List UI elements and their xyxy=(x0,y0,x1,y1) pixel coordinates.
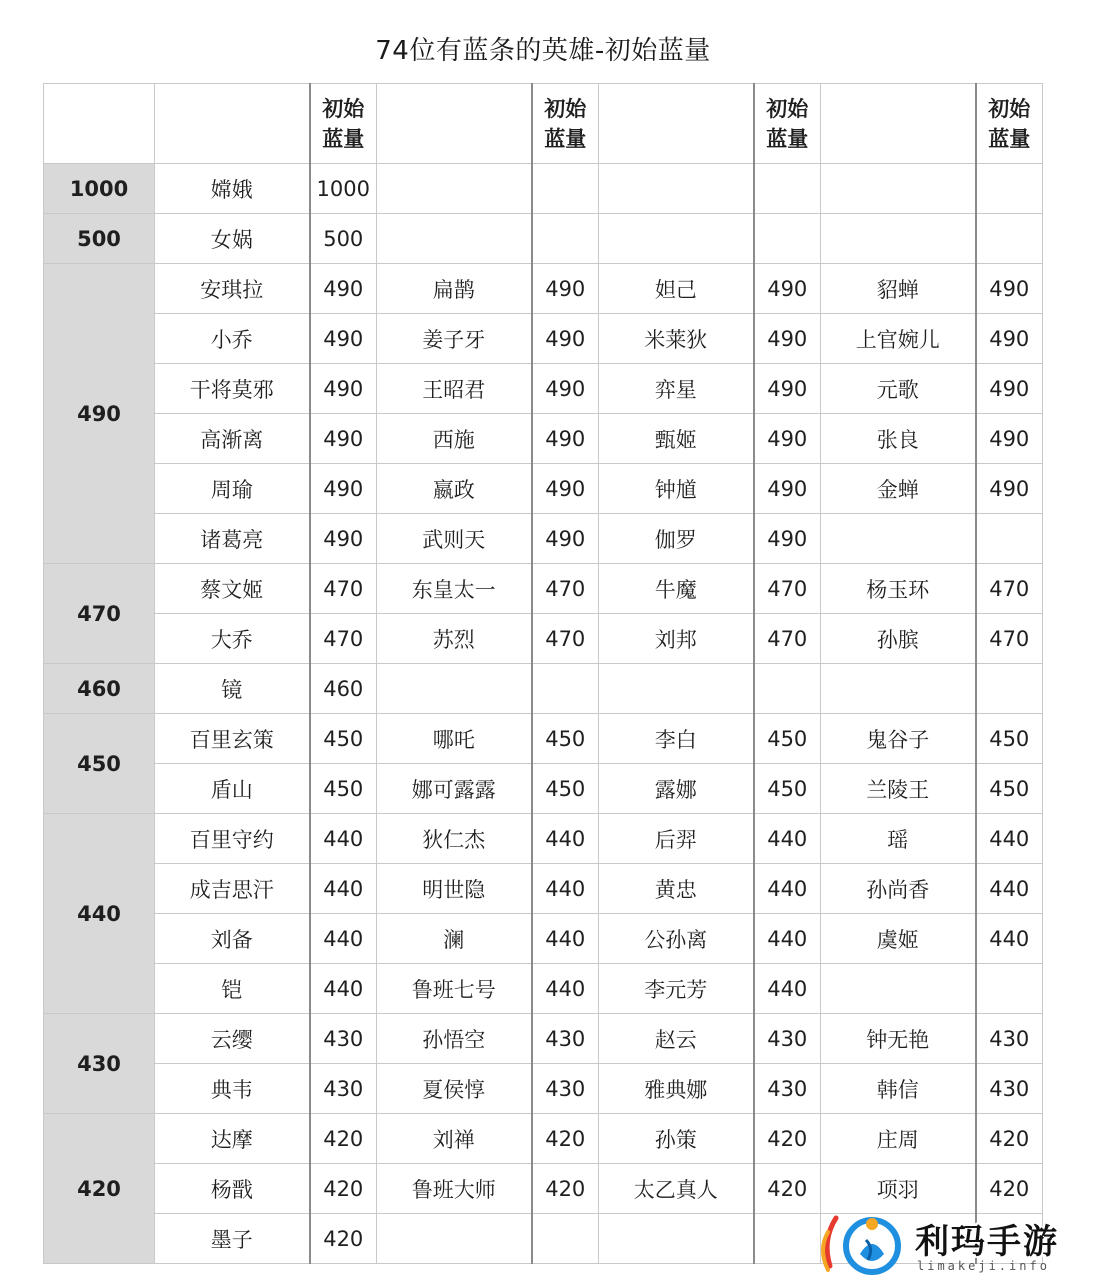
hero-mana: 420 xyxy=(976,1164,1043,1214)
hero-name: 高渐离 xyxy=(155,414,310,464)
hero-mana: 490 xyxy=(532,414,599,464)
header-mana-label xyxy=(532,84,599,164)
hero-name: 虞姬 xyxy=(821,914,976,964)
table-row xyxy=(44,1164,1043,1214)
hero-mana: 430 xyxy=(754,1064,821,1114)
hero-mana: 420 xyxy=(310,1214,377,1264)
table-row xyxy=(44,514,1043,564)
header-mana-label xyxy=(310,84,377,164)
hero-mana: 470 xyxy=(532,564,599,614)
hero-mana: 490 xyxy=(532,264,599,314)
hero-mana: 490 xyxy=(532,314,599,364)
hero-name: 张良 xyxy=(821,414,976,464)
watermark-domain: limakeji.info xyxy=(917,1259,1050,1273)
hero-name: 李元芳 xyxy=(599,964,754,1014)
table-row xyxy=(44,464,1043,514)
hero-name: 云缨 xyxy=(155,1014,310,1064)
hero-name xyxy=(599,164,754,214)
hero-mana: 490 xyxy=(310,464,377,514)
hero-mana: 490 xyxy=(532,464,599,514)
table-row xyxy=(44,814,1043,864)
header-mana-text: 蓝量 xyxy=(766,126,809,151)
hero-name: 兰陵王 xyxy=(821,764,976,814)
hero-mana: 440 xyxy=(532,964,599,1014)
hero-name: 上官婉儿 xyxy=(821,314,976,364)
table-row xyxy=(44,1114,1043,1164)
hero-name: 赵云 xyxy=(599,1014,754,1064)
hero-mana: 490 xyxy=(976,314,1043,364)
hero-name: 墨子 xyxy=(155,1214,310,1264)
hero-mana: 430 xyxy=(532,1064,599,1114)
hero-mana: 490 xyxy=(754,364,821,414)
hero-mana: 440 xyxy=(976,914,1043,964)
hero-name xyxy=(377,1214,532,1264)
hero-mana: 470 xyxy=(976,614,1043,664)
hero-name: 王昭君 xyxy=(377,364,532,414)
hero-mana xyxy=(754,664,821,714)
hero-name: 弈星 xyxy=(599,364,754,414)
hero-mana xyxy=(976,964,1043,1014)
hero-name: 鲁班大师 xyxy=(377,1164,532,1214)
hero-name: 嬴政 xyxy=(377,464,532,514)
hero-mana: 450 xyxy=(532,764,599,814)
header-blank xyxy=(44,84,155,164)
hero-name xyxy=(377,664,532,714)
hero-mana: 450 xyxy=(754,764,821,814)
hero-mana: 430 xyxy=(976,1014,1043,1064)
tier-value: 460 xyxy=(44,664,155,714)
hero-mana: 490 xyxy=(754,514,821,564)
hero-mana: 470 xyxy=(976,564,1043,614)
hero-name xyxy=(821,164,976,214)
header-mana-label xyxy=(976,84,1043,164)
hero-name: 元歌 xyxy=(821,364,976,414)
tier-value: 450 xyxy=(44,714,155,814)
hero-name: 雅典娜 xyxy=(599,1064,754,1114)
hero-mana xyxy=(754,1214,821,1264)
header-hero-blank xyxy=(821,84,976,164)
hero-name: 太乙真人 xyxy=(599,1164,754,1214)
hero-mana: 440 xyxy=(976,814,1043,864)
hero-name: 牛魔 xyxy=(599,564,754,614)
hero-mana xyxy=(976,664,1043,714)
hero-mana: 430 xyxy=(754,1014,821,1064)
hero-mana: 420 xyxy=(754,1164,821,1214)
logo-icon xyxy=(814,1210,910,1278)
hero-name: 孙悟空 xyxy=(377,1014,532,1064)
hero-mana: 440 xyxy=(532,914,599,964)
hero-mana: 450 xyxy=(976,764,1043,814)
hero-mana: 470 xyxy=(310,614,377,664)
hero-mana: 490 xyxy=(310,414,377,464)
tier-value: 490 xyxy=(44,264,155,564)
table-row xyxy=(44,1064,1043,1114)
hero-name: 金蝉 xyxy=(821,464,976,514)
hero-name: 夏侯惇 xyxy=(377,1064,532,1114)
hero-name: 孙策 xyxy=(599,1114,754,1164)
watermark-brand: 利玛手游 xyxy=(915,1222,1059,1262)
hero-name: 后羿 xyxy=(599,814,754,864)
hero-mana: 490 xyxy=(754,464,821,514)
table-row xyxy=(44,414,1043,464)
hero-mana: 440 xyxy=(310,914,377,964)
hero-name: 杨玉环 xyxy=(821,564,976,614)
hero-mana: 440 xyxy=(976,864,1043,914)
header-mana-text: 蓝量 xyxy=(322,126,365,151)
hero-mana: 420 xyxy=(310,1164,377,1214)
hero-name xyxy=(821,214,976,264)
hero-name: 苏烈 xyxy=(377,614,532,664)
tier-value: 500 xyxy=(44,214,155,264)
header-mana-text: 初始 xyxy=(988,96,1031,121)
hero-name: 米莱狄 xyxy=(599,314,754,364)
hero-name: 安琪拉 xyxy=(155,264,310,314)
hero-name: 庄周 xyxy=(821,1114,976,1164)
hero-mana: 470 xyxy=(754,614,821,664)
hero-name: 盾山 xyxy=(155,764,310,814)
hero-mana: 490 xyxy=(976,364,1043,414)
table-row xyxy=(44,1014,1043,1064)
hero-name xyxy=(821,964,976,1014)
hero-mana: 490 xyxy=(310,264,377,314)
hero-mana: 420 xyxy=(310,1114,377,1164)
hero-mana: 490 xyxy=(754,314,821,364)
hero-name: 杨戬 xyxy=(155,1164,310,1214)
hero-mana: 490 xyxy=(532,364,599,414)
hero-name: 鲁班七号 xyxy=(377,964,532,1014)
hero-mana: 450 xyxy=(754,714,821,764)
hero-mana: 470 xyxy=(754,564,821,614)
hero-mana: 490 xyxy=(754,414,821,464)
hero-mana: 430 xyxy=(310,1064,377,1114)
table-row xyxy=(44,314,1043,364)
hero-mana: 450 xyxy=(532,714,599,764)
hero-name: 扁鹊 xyxy=(377,264,532,314)
table-row xyxy=(44,364,1043,414)
hero-mana: 490 xyxy=(310,514,377,564)
hero-name: 刘备 xyxy=(155,914,310,964)
hero-mana xyxy=(976,164,1043,214)
header-mana-text: 蓝量 xyxy=(544,126,587,151)
hero-mana: 440 xyxy=(754,864,821,914)
hero-mana: 450 xyxy=(310,764,377,814)
hero-mana: 420 xyxy=(532,1114,599,1164)
hero-mana: 490 xyxy=(976,464,1043,514)
hero-name: 典韦 xyxy=(155,1064,310,1114)
hero-name: 周瑜 xyxy=(155,464,310,514)
hero-name: 伽罗 xyxy=(599,514,754,564)
hero-mana: 440 xyxy=(754,914,821,964)
hero-name: 公孙离 xyxy=(599,914,754,964)
tier-value: 470 xyxy=(44,564,155,664)
hero-name: 李白 xyxy=(599,714,754,764)
table-row xyxy=(44,564,1043,614)
table-row xyxy=(44,964,1043,1014)
hero-name: 孙尚香 xyxy=(821,864,976,914)
hero-name: 明世隐 xyxy=(377,864,532,914)
hero-name: 刘禅 xyxy=(377,1114,532,1164)
hero-mana: 500 xyxy=(310,214,377,264)
hero-mana: 440 xyxy=(532,814,599,864)
hero-name: 蔡文姬 xyxy=(155,564,310,614)
tier-value: 430 xyxy=(44,1014,155,1114)
hero-mana: 440 xyxy=(754,964,821,1014)
table-row xyxy=(44,914,1043,964)
hero-mana: 470 xyxy=(310,564,377,614)
hero-name: 诸葛亮 xyxy=(155,514,310,564)
hero-mana: 440 xyxy=(310,864,377,914)
hero-mana: 490 xyxy=(310,314,377,364)
tier-value: 1000 xyxy=(44,164,155,214)
header-mana-label xyxy=(754,84,821,164)
hero-name xyxy=(377,214,532,264)
hero-mana: 470 xyxy=(532,614,599,664)
hero-mana xyxy=(532,164,599,214)
hero-name: 娜可露露 xyxy=(377,764,532,814)
hero-name: 镜 xyxy=(155,664,310,714)
table-row xyxy=(44,664,1043,714)
hero-name: 嫦娥 xyxy=(155,164,310,214)
header-row xyxy=(44,84,1043,164)
hero-name: 甄姬 xyxy=(599,414,754,464)
hero-name: 孙膑 xyxy=(821,614,976,664)
hero-name: 东皇太一 xyxy=(377,564,532,614)
header-hero-blank xyxy=(377,84,532,164)
header-mana-text: 蓝量 xyxy=(988,126,1031,151)
hero-name: 西施 xyxy=(377,414,532,464)
hero-mana: 490 xyxy=(754,264,821,314)
hero-name: 干将莫邪 xyxy=(155,364,310,414)
hero-name: 武则天 xyxy=(377,514,532,564)
hero-name xyxy=(821,664,976,714)
hero-name xyxy=(821,514,976,564)
hero-name: 瑶 xyxy=(821,814,976,864)
hero-name: 钟馗 xyxy=(599,464,754,514)
page-title: 74位有蓝条的英雄-初始蓝量 xyxy=(375,36,711,66)
tier-value: 440 xyxy=(44,814,155,1014)
hero-mana: 490 xyxy=(310,364,377,414)
header-hero-blank xyxy=(155,84,310,164)
hero-mana xyxy=(754,164,821,214)
hero-mana xyxy=(976,214,1043,264)
hero-name: 钟无艳 xyxy=(821,1014,976,1064)
table-row xyxy=(44,864,1043,914)
hero-mana: 490 xyxy=(976,264,1043,314)
hero-mana xyxy=(532,214,599,264)
hero-name: 姜子牙 xyxy=(377,314,532,364)
hero-mana: 490 xyxy=(976,414,1043,464)
hero-mana xyxy=(754,214,821,264)
hero-name: 黄忠 xyxy=(599,864,754,914)
header-mana-text: 初始 xyxy=(544,96,587,121)
hero-mana: 1000 xyxy=(310,164,377,214)
hero-name: 项羽 xyxy=(821,1164,976,1214)
table-row xyxy=(44,164,1043,214)
hero-name xyxy=(599,664,754,714)
table-row xyxy=(44,264,1043,314)
hero-name: 铠 xyxy=(155,964,310,1014)
hero-mana: 440 xyxy=(310,814,377,864)
header-hero-blank xyxy=(599,84,754,164)
hero-name: 百里守约 xyxy=(155,814,310,864)
hero-mana: 450 xyxy=(310,714,377,764)
hero-name: 鬼谷子 xyxy=(821,714,976,764)
hero-mana xyxy=(532,1214,599,1264)
hero-mana: 420 xyxy=(532,1164,599,1214)
hero-mana xyxy=(976,514,1043,564)
hero-name: 澜 xyxy=(377,914,532,964)
hero-name: 露娜 xyxy=(599,764,754,814)
hero-mana: 440 xyxy=(310,964,377,1014)
hero-mana: 440 xyxy=(532,864,599,914)
table-row xyxy=(44,714,1043,764)
hero-mana xyxy=(532,664,599,714)
hero-name: 百里玄策 xyxy=(155,714,310,764)
hero-mana: 450 xyxy=(976,714,1043,764)
hero-name: 成吉思汗 xyxy=(155,864,310,914)
hero-mana: 430 xyxy=(310,1014,377,1064)
hero-name xyxy=(377,164,532,214)
hero-name: 大乔 xyxy=(155,614,310,664)
hero-name: 刘邦 xyxy=(599,614,754,664)
hero-name: 小乔 xyxy=(155,314,310,364)
tier-value: 420 xyxy=(44,1114,155,1264)
hero-mana: 430 xyxy=(532,1014,599,1064)
hero-name: 韩信 xyxy=(821,1064,976,1114)
hero-mana: 420 xyxy=(976,1114,1043,1164)
table-row xyxy=(44,764,1043,814)
hero-name: 女娲 xyxy=(155,214,310,264)
hero-name: 妲己 xyxy=(599,264,754,314)
table-row xyxy=(44,214,1043,264)
header-mana-text: 初始 xyxy=(322,96,365,121)
hero-name: 貂蝉 xyxy=(821,264,976,314)
hero-name: 达摩 xyxy=(155,1114,310,1164)
mana-table xyxy=(43,83,1043,1264)
hero-mana: 430 xyxy=(976,1064,1043,1114)
hero-mana: 490 xyxy=(532,514,599,564)
hero-mana: 440 xyxy=(754,814,821,864)
hero-mana: 420 xyxy=(754,1114,821,1164)
hero-mana: 460 xyxy=(310,664,377,714)
hero-name: 哪吒 xyxy=(377,714,532,764)
header-mana-text: 初始 xyxy=(766,96,809,121)
watermark-logo xyxy=(814,1210,1084,1278)
hero-name xyxy=(599,1214,754,1264)
hero-name: 狄仁杰 xyxy=(377,814,532,864)
hero-name xyxy=(599,214,754,264)
table-row xyxy=(44,614,1043,664)
